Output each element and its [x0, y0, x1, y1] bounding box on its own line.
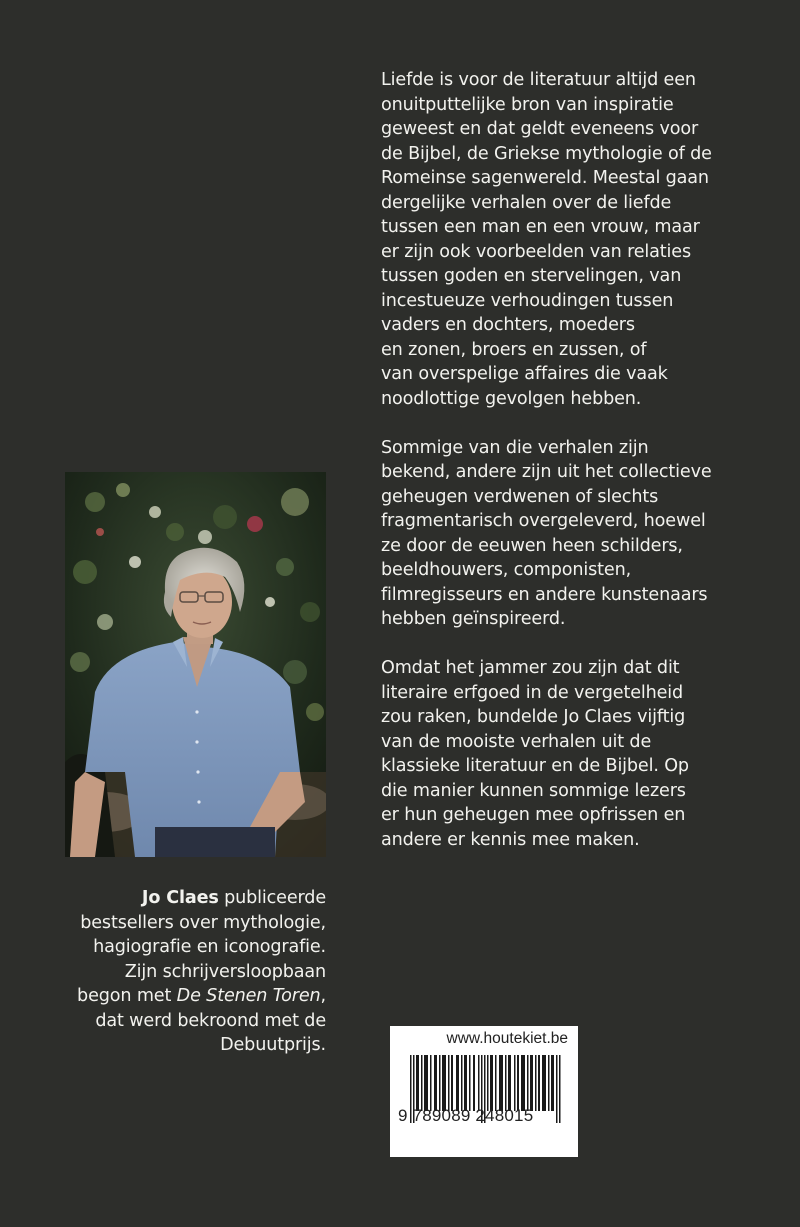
text-line: hebben geïnspireerd.	[381, 609, 566, 629]
bio-line: Debuutprijs.	[220, 1035, 326, 1055]
text-line: vaders en dochters, moeders	[381, 315, 635, 335]
text-line: dergelijke verhalen over de liefde	[381, 192, 672, 213]
bio-line	[40, 886, 326, 911]
text-line: de Bijbel, de Griekse mythologie of de	[381, 143, 712, 164]
isbn-number: 9 789089 248015	[398, 1106, 534, 1125]
text-line: literaire erfgoed in de vergetelheid	[381, 682, 684, 703]
text-line: klassieke literatuur en de Bijbel. Op	[381, 756, 689, 776]
text-line: Sommige van die verhalen zijn	[381, 437, 649, 458]
bio-line: Zijn schrijversloopbaan	[124, 961, 326, 982]
bio-text: publiceerde	[218, 888, 326, 908]
text-line: geweest en dat geldt eveneens voor	[381, 119, 699, 139]
text-line: en zonen, broers en zussen, of	[381, 339, 647, 360]
text-line: onuitputtelijke bron van inspiratie	[381, 94, 674, 115]
publisher-url: www.houtekiet.be	[446, 1030, 568, 1047]
text-line: van overspelige affaires die vaak	[381, 364, 668, 384]
text-line: noodlottige gevolgen hebben.	[381, 388, 642, 409]
text-line: zou raken, bundelde Jo Claes vijftig	[381, 707, 686, 727]
text-line: Romeinse sagenwereld. Meestal gaan	[381, 168, 709, 188]
blurb-paragraph-1	[381, 68, 781, 411]
isbn-barcode	[390, 1026, 578, 1157]
text-line: bekend, andere zijn uit het collectieve	[381, 462, 712, 482]
text-line: incestueuze verhoudingen tussen	[381, 290, 674, 311]
bio-text: ,	[320, 986, 326, 1006]
blurb-text	[381, 68, 781, 877]
blurb-paragraph-2	[381, 436, 781, 632]
text-line: tussen een man en een vrouw, maar	[381, 217, 700, 237]
text-line: andere er kennis mee maken.	[381, 829, 640, 850]
text-line: er zijn ook voorbeelden van relaties	[381, 241, 691, 262]
author-bio	[40, 886, 326, 1058]
bio-line	[40, 984, 326, 1009]
text-line: Omdat het jammer zou zijn dat dit	[381, 658, 680, 678]
text-line: fragmentarisch overgeleverd, hoewel	[381, 511, 706, 531]
text-line: filmregisseurs en andere kunstenaars	[381, 584, 708, 605]
text-line: tussen goden en stervelingen, van	[381, 266, 682, 286]
text-line: ze door de eeuwen heen schilders,	[381, 535, 683, 556]
text-line: die manier kunnen sommige lezers	[381, 780, 686, 801]
bio-line: hagiografie en iconografie.	[93, 937, 326, 957]
book-title: De Stenen Toren	[176, 986, 321, 1006]
author-name: Jo Claes	[141, 888, 219, 908]
blurb-paragraph-3	[381, 656, 781, 852]
text-line: van de mooiste verhalen uit de	[381, 731, 652, 752]
text-line: Liefde is voor de literatuur altijd een	[381, 70, 696, 90]
author-photo	[65, 472, 326, 857]
bio-text: begon met	[77, 986, 177, 1006]
text-line: beeldhouwers, componisten,	[381, 560, 632, 580]
text-line: geheugen verdwenen of slechts	[381, 486, 659, 507]
text-line: er hun geheugen mee opfrissen en	[381, 805, 686, 825]
bio-line: bestsellers over mythologie,	[80, 912, 326, 933]
bio-line: dat werd bekroond met de	[95, 1010, 326, 1031]
